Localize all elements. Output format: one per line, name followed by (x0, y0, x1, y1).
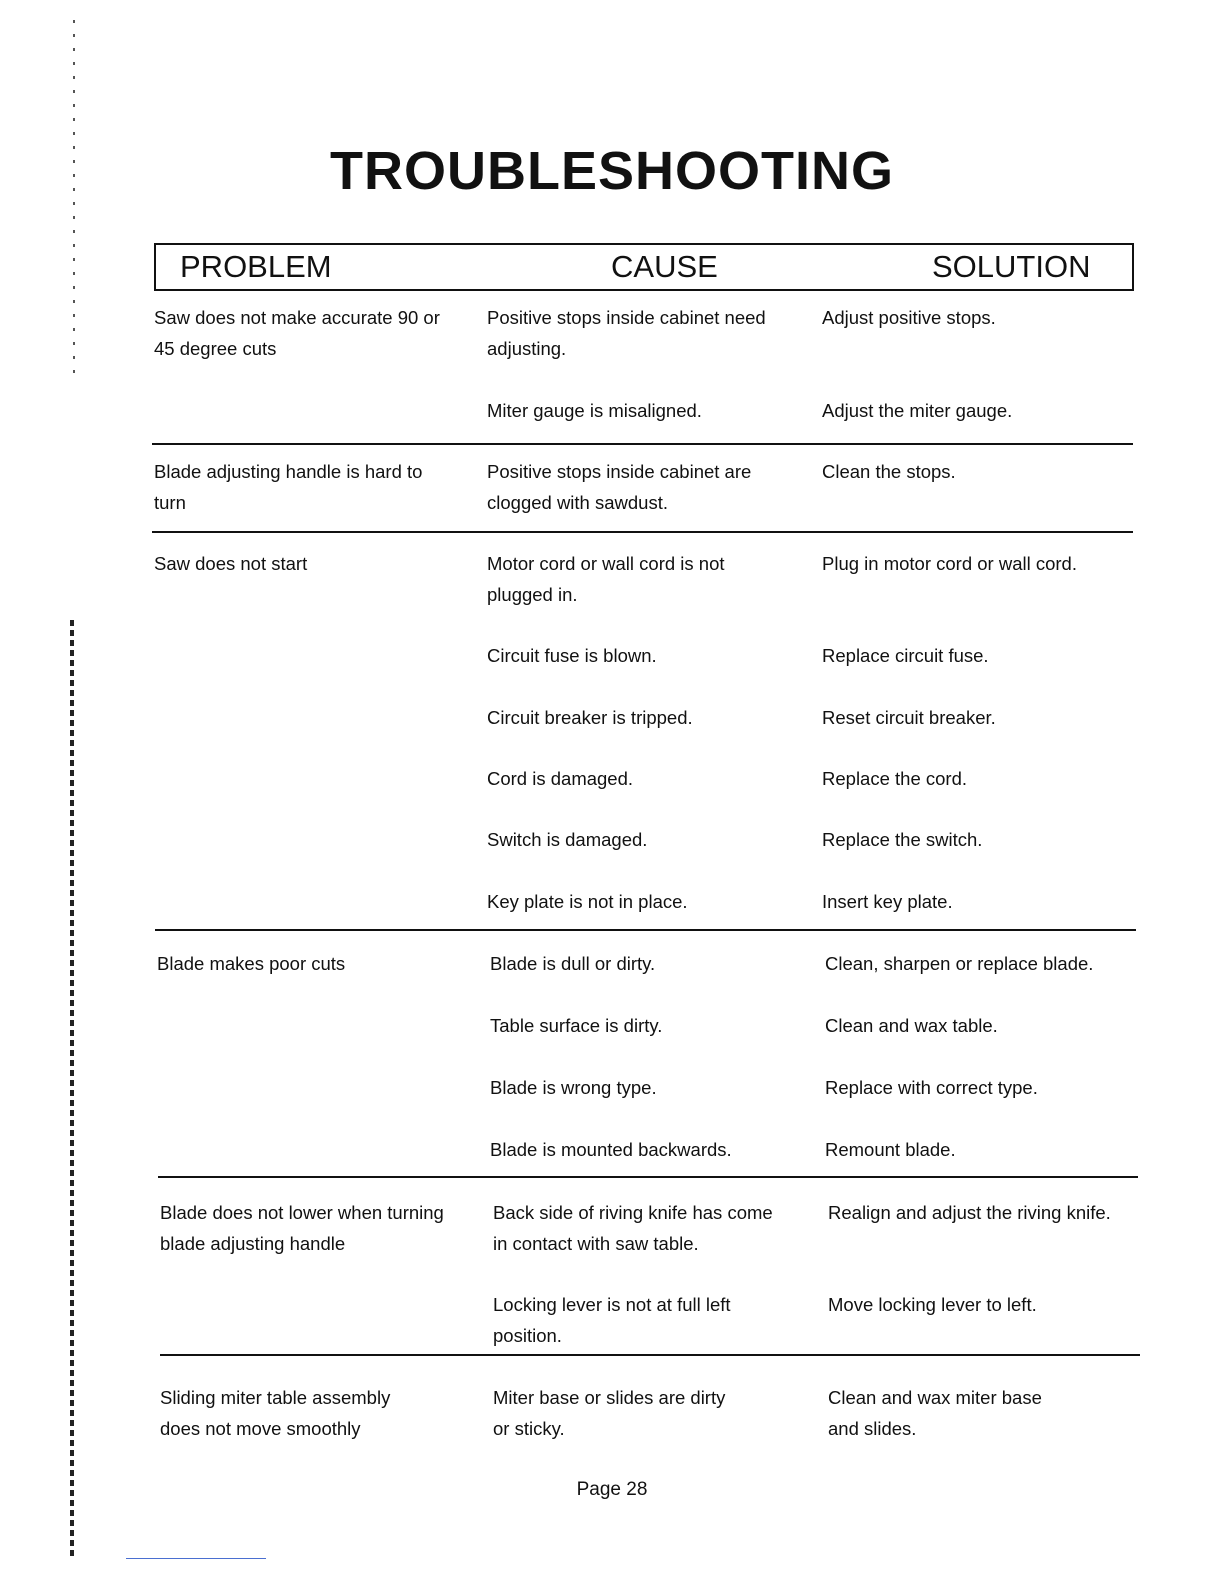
solution-text: Remount blade. (825, 1139, 956, 1160)
row-divider (158, 1176, 1138, 1178)
problem-text: blade adjusting handle (160, 1233, 346, 1254)
cause-text: plugged in. (487, 584, 578, 605)
solution-text: Clean and wax table. (825, 1015, 998, 1036)
solution-text: Replace the cord. (822, 768, 968, 789)
row-divider (160, 1354, 1140, 1356)
problem-text: Sliding miter table assembly (160, 1387, 391, 1408)
problem-text: 45 degree cuts (154, 338, 277, 359)
header-solution: SOLUTION (932, 249, 1091, 284)
solution-text: Replace with correct type. (825, 1077, 1038, 1098)
cause-text: adjusting. (487, 338, 567, 359)
problem-text: Blade does not lower when turning (160, 1202, 444, 1223)
solution-text: Replace the switch. (822, 829, 983, 850)
header-problem: PROBLEM (180, 249, 332, 284)
problem-text: Saw does not make accurate 90 or (154, 307, 440, 328)
row-divider (155, 929, 1136, 931)
solution-text: Reset circuit breaker. (822, 707, 996, 728)
problem-text: Saw does not start (154, 553, 308, 574)
cause-text: Positive stops inside cabinet are (487, 461, 752, 482)
problem-text: Blade adjusting handle is hard to (154, 461, 423, 482)
cause-text: Positive stops inside cabinet need (487, 307, 766, 328)
solution-text: and slides. (828, 1418, 917, 1439)
problem-text: turn (154, 492, 186, 513)
cause-text: Back side of riving knife has come (493, 1202, 773, 1223)
solution-text: Adjust positive stops. (822, 307, 996, 328)
page-number: Page 28 (576, 1479, 648, 1500)
cause-text: Blade is mounted backwards. (490, 1139, 732, 1160)
cause-text: in contact with saw table. (493, 1233, 699, 1254)
row-divider (152, 531, 1133, 533)
cause-text: position. (493, 1325, 562, 1346)
header-cause: CAUSE (611, 249, 718, 284)
footer-underline (126, 1558, 266, 1559)
cause-text: or sticky. (493, 1418, 565, 1439)
problem-text: does not move smoothly (160, 1418, 361, 1439)
cause-text: Cord is damaged. (487, 768, 634, 789)
cause-text: Circuit breaker is tripped. (487, 707, 693, 728)
solution-text: Clean and wax miter base (828, 1387, 1042, 1408)
row-divider (152, 443, 1133, 445)
cause-text: Motor cord or wall cord is not (487, 553, 725, 574)
solution-text: Clean the stops. (822, 461, 956, 482)
cause-text: Circuit fuse is blown. (487, 645, 657, 666)
cause-text: Miter base or slides are dirty (493, 1387, 726, 1408)
cause-text: Miter gauge is misaligned. (487, 400, 702, 421)
solution-text: Plug in motor cord or wall cord. (822, 553, 1077, 574)
solution-text: Clean, sharpen or replace blade. (825, 953, 1094, 974)
cause-text: Blade is dull or dirty. (490, 953, 656, 974)
cause-text: Locking lever is not at full left (493, 1294, 731, 1315)
solution-text: Move locking lever to left. (828, 1294, 1037, 1315)
cause-text: Blade is wrong type. (490, 1077, 657, 1098)
solution-text: Replace circuit fuse. (822, 645, 989, 666)
cause-text: Switch is damaged. (487, 829, 648, 850)
cause-text: clogged with sawdust. (487, 492, 668, 513)
solution-text: Realign and adjust the riving knife. (828, 1202, 1111, 1223)
solution-text: Adjust the miter gauge. (822, 400, 1013, 421)
solution-text: Insert key plate. (822, 891, 953, 912)
cause-text: Key plate is not in place. (487, 891, 688, 912)
problem-text: Blade makes poor cuts (157, 953, 346, 974)
cause-text: Table surface is dirty. (490, 1015, 663, 1036)
page-title: TROUBLESHOOTING (330, 141, 894, 201)
